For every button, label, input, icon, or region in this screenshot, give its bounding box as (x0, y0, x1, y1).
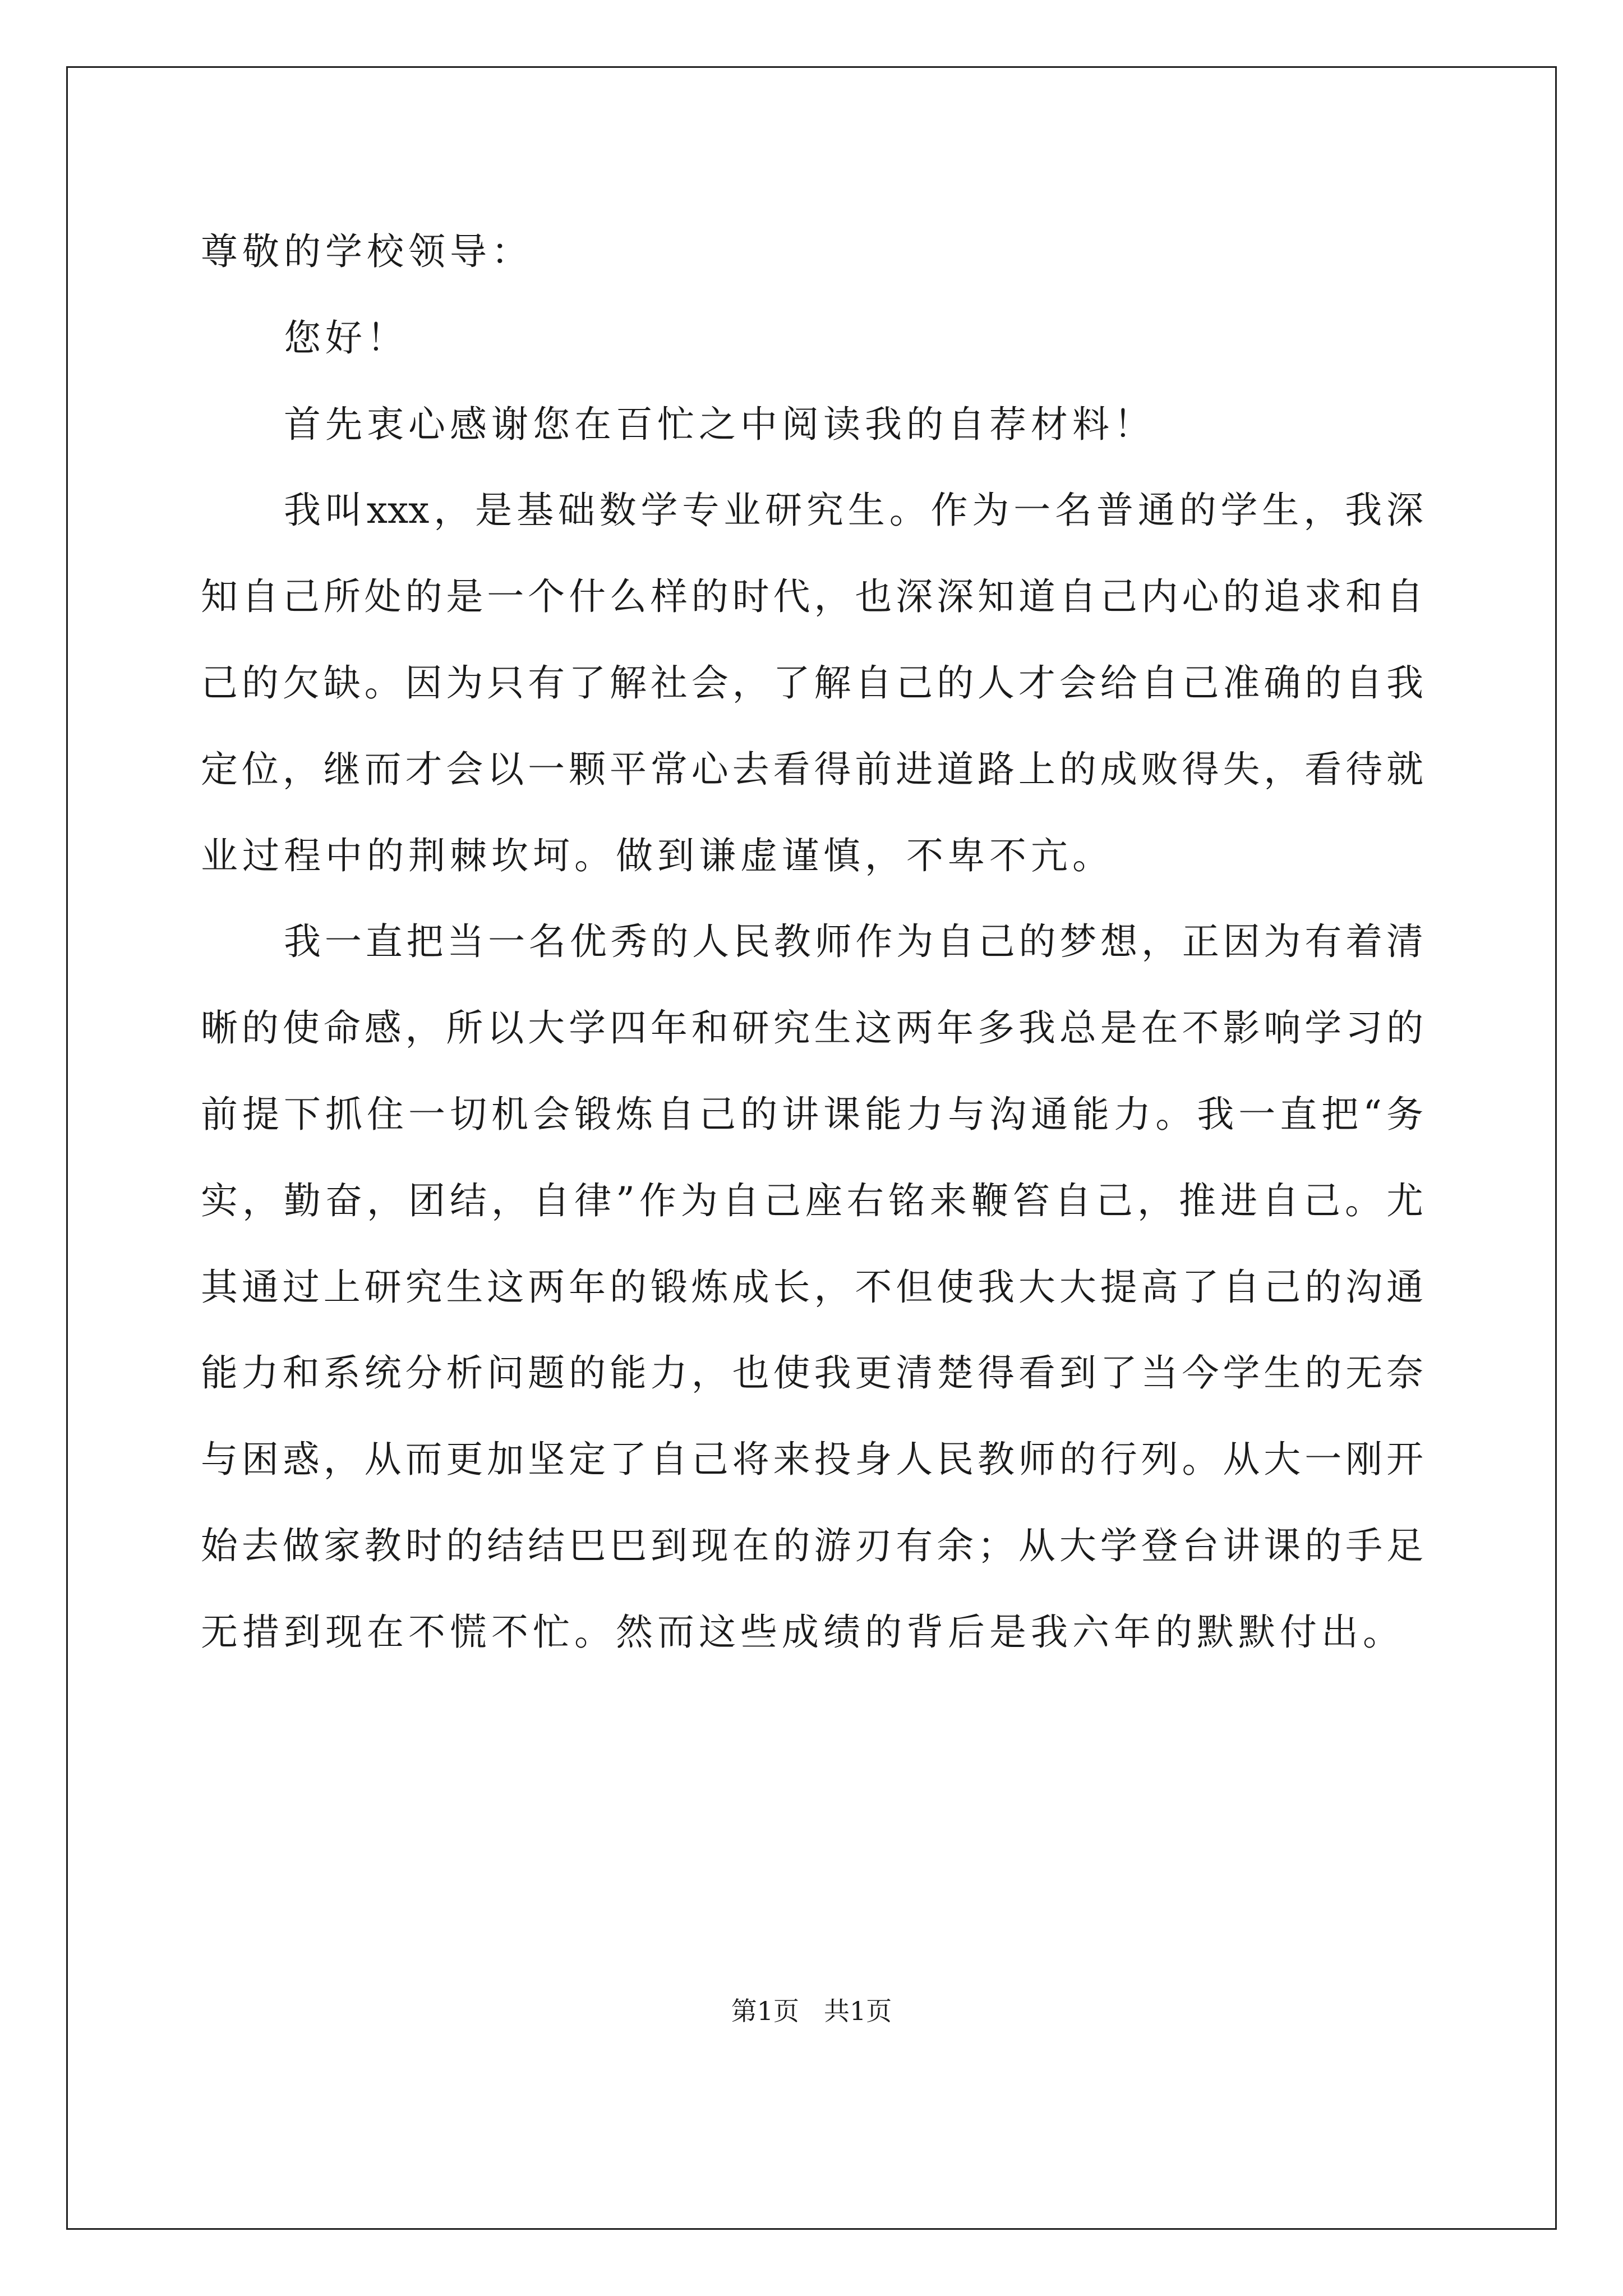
body-line: 首先衷心感谢您在百忙之中阅读我的自荐材料！ (284, 402, 1155, 446)
letter-body (201, 209, 1423, 1676)
body-line: 其通过上研究生这两年的锻炼成长，不但使我大大提高了自己的沟通 (201, 1265, 1423, 1309)
body-line: 始去做家教时的结结巴巴到现在的游刃有余；从大学登台讲课的手足 (201, 1524, 1423, 1567)
body-line: 晰的使命感，所以大学四年和研究生这两年多我总是在不影响学习的 (201, 1006, 1423, 1050)
body-line: 能力和系统分析问题的能力，也使我更清楚得看到了当今学生的无奈 (201, 1351, 1423, 1395)
body-line: 定位，继而才会以一颗平常心去看得前进道路上的成败得失，看待就 (201, 747, 1423, 791)
body-line: 知自己所处的是一个什么样的时代，也深深知道自己内心的追求和自 (201, 575, 1423, 619)
body-line: 与困惑，从而更加坚定了自己将来投身人民教师的行列。从大一刚开 (201, 1438, 1423, 1481)
body-line: 前提下抓住一切机会锻炼自己的讲课能力与沟通能力。我一直把“务 (201, 1092, 1423, 1136)
page-number: 第1页 (731, 1996, 800, 2026)
salutation: 尊敬的学校领导： (201, 230, 533, 273)
page-footer (0, 1994, 1623, 2028)
body-line: 我一直把当一名优秀的人民教师作为自己的梦想，正因为有着清 (284, 920, 1423, 964)
body-line: 业过程中的荆棘坎坷。做到谦虚谨慎，不卑不亢。 (201, 834, 1114, 877)
body-line: 无措到现在不慌不忙。然而这些成绩的背后是我六年的默默付出。 (201, 1610, 1404, 1654)
body-line: 实，勤奋，团结，自律”作为自己座右铭来鞭笞自己，推进自己。尤 (201, 1179, 1423, 1222)
body-line: 己的欠缺。因为只有了解社会，了解自己的人才会给自己准确的自我 (201, 661, 1423, 705)
body-line: 我叫xxx，是基础数学专业研究生。作为一名普通的学生，我深 (284, 489, 1423, 532)
body-line: 您好！ (284, 316, 408, 360)
page-total: 共1页 (823, 1996, 892, 2026)
